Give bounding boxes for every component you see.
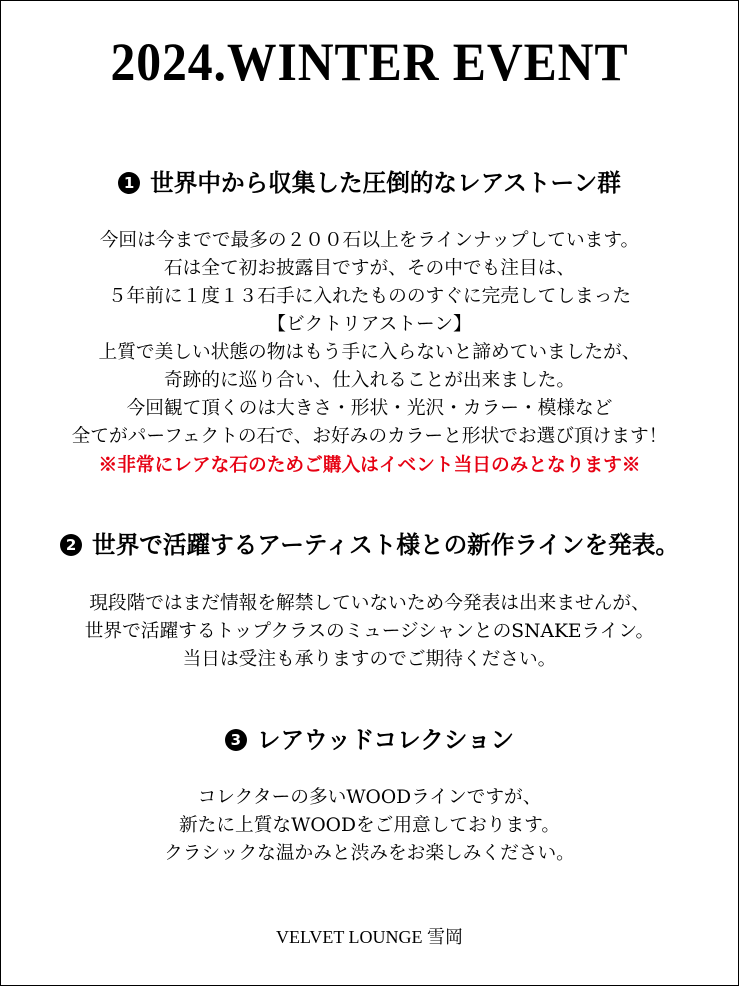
section-1-heading bbox=[1, 167, 738, 199]
section-1-heading-text: 世界中から収集した圧倒的なレアストーン群 bbox=[150, 169, 621, 197]
section-1-line: 今回観て頂くのは大きさ・形状・光沢・カラー・模様など bbox=[126, 398, 613, 419]
section-1-line: 石は全て初お披露目ですが、その中でも注目は、 bbox=[163, 258, 576, 279]
section-3-line: クラシックな温かみと渋みをお楽しみください。 bbox=[164, 843, 575, 864]
section-3-heading bbox=[1, 724, 738, 756]
section-3-heading-text: レアウッドコレクション bbox=[256, 726, 515, 754]
number-one-icon: 1 bbox=[118, 172, 140, 194]
number-two-icon: 2 bbox=[60, 534, 82, 556]
section-1-line: 奇跡的に巡り合い、仕入れることが出来ました。 bbox=[163, 370, 576, 391]
section-1-line: 上質で美しい状態の物はもう手に入らないと諦めていましたが、 bbox=[98, 342, 641, 363]
section-1-notice: ※非常にレアな石のためご購入はイベント当日のみとなります※ bbox=[98, 454, 641, 476]
section-1-line: 【ビクトリアストーン】 bbox=[267, 314, 472, 335]
section-2-body bbox=[1, 590, 738, 674]
section-1-body bbox=[1, 227, 738, 479]
section-1-line: 今回は今までで最多の２００石以上をラインナップしています。 bbox=[99, 230, 640, 251]
section-3-line: コレクターの多いWOODラインですが、 bbox=[197, 787, 542, 808]
section-2-line: 現段階ではまだ情報を解禁していないため今発表は出来ませんが、 bbox=[89, 593, 650, 614]
shop-signature: VELVET LOUNGE 雪岡 bbox=[276, 927, 463, 947]
section-3-body bbox=[1, 784, 738, 868]
section-3-line: 新たに上質なWOODをご用意しております。 bbox=[178, 815, 561, 836]
number-three-icon: 3 bbox=[225, 729, 247, 751]
section-2-heading-text: 世界で活躍するアーティスト様との新作ラインを発表。 bbox=[92, 531, 679, 559]
section-1-line: ５年前に１度１３石手に入れたもののすぐに完売してしまった bbox=[107, 286, 632, 307]
section-1-line: 全てがパーフェクトの石で、お好みのカラーと形状でお選び頂けます！ bbox=[71, 426, 668, 447]
event-title: 2024.WINTER EVENT bbox=[110, 32, 629, 92]
section-2-line: 世界で活躍するトップクラスのミュージシャンとのSNAKEライン。 bbox=[84, 621, 655, 642]
section-2-heading bbox=[1, 529, 738, 561]
section-2-line: 当日は受注も承りますのでご期待ください。 bbox=[182, 649, 557, 670]
